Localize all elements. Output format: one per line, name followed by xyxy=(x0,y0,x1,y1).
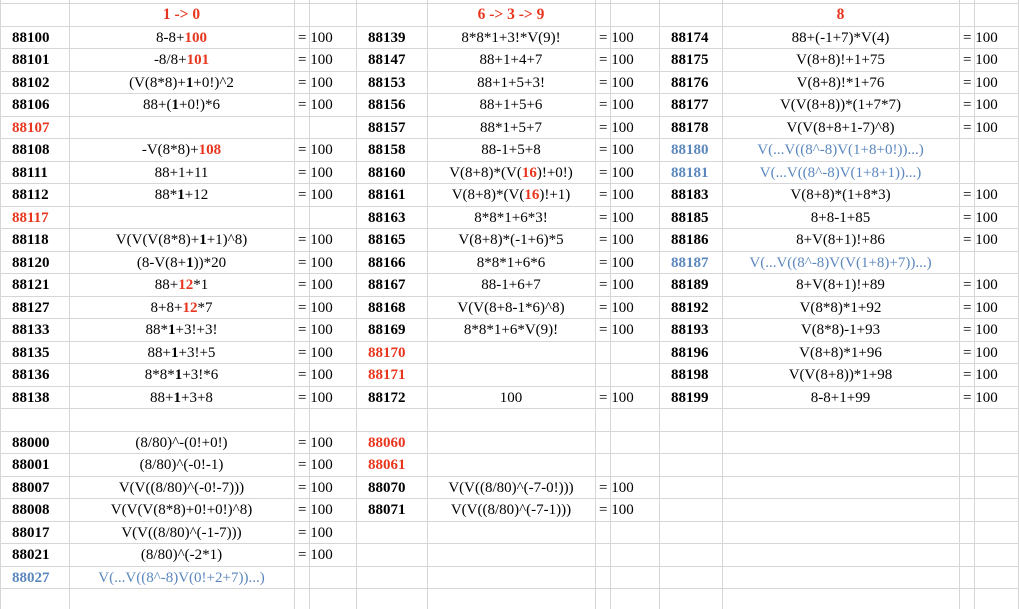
expression-text: )!+1) xyxy=(539,187,571,203)
highlight-digits: 100 xyxy=(184,30,207,46)
number-cell[interactable]: 88166 xyxy=(368,255,406,271)
result-cell[interactable]: = 100 xyxy=(298,75,333,91)
expression-cell[interactable] xyxy=(722,162,959,184)
result-cell[interactable]: = 100 xyxy=(298,525,333,541)
number-cell[interactable]: 88147 xyxy=(368,52,406,68)
number-cell[interactable]: 88017 xyxy=(12,525,50,541)
number-cell[interactable]: 88170 xyxy=(368,345,406,361)
expression-text: V(V(8+8+1-7)^8) xyxy=(786,120,895,136)
result-cell[interactable]: = 100 xyxy=(963,120,998,136)
expression-text: +3!+5 xyxy=(178,345,216,361)
expression-text: 88+1+4+7 xyxy=(479,52,543,68)
expression-text: V(V((8/80)^(-7-0!))) xyxy=(448,480,574,496)
expression-cell[interactable] xyxy=(427,49,595,71)
expression-text: 88+(-1+7)*V(4) xyxy=(791,30,890,46)
expression-text: +1)^8) xyxy=(206,232,248,248)
number-cell[interactable]: 88071 xyxy=(368,502,406,518)
number-cell[interactable]: 88160 xyxy=(368,165,406,181)
expression-text: V(...V((8^-8)V(0!+2+7))...) xyxy=(98,570,265,586)
number-cell[interactable]: 88193 xyxy=(671,322,709,338)
expression-cell[interactable] xyxy=(69,139,294,161)
expression-cell[interactable] xyxy=(69,342,294,364)
expression-cell[interactable] xyxy=(69,27,294,49)
expression-text: V(V((8/80)^(-0!-7))) xyxy=(118,480,245,496)
expression-cell[interactable] xyxy=(427,387,595,409)
expression-text: V(V(8+8))*(1+7*7) xyxy=(779,97,902,113)
number-cell[interactable]: 88158 xyxy=(368,142,406,158)
expression-cell[interactable] xyxy=(69,522,294,544)
expression-text: 88+ xyxy=(150,390,174,406)
number-cell[interactable]: 88106 xyxy=(12,97,50,113)
highlight-digits: 16 xyxy=(524,187,540,203)
number-cell[interactable]: 88167 xyxy=(368,277,406,293)
expression-cell[interactable] xyxy=(69,477,294,499)
highlight-digits: 12 xyxy=(182,300,198,316)
expression-text: (8-V(8+ xyxy=(136,255,187,271)
result-cell[interactable]: = 100 xyxy=(298,30,333,46)
expression-text: 88+ xyxy=(147,345,172,361)
result-cell[interactable]: = 100 xyxy=(599,142,634,158)
highlight-digits: 108 xyxy=(198,142,222,158)
expression-cell[interactable] xyxy=(722,72,959,94)
expression-text: 8*8*1+6*3! xyxy=(474,210,548,226)
number-cell[interactable]: 88172 xyxy=(368,390,406,406)
highlight-digits: 101 xyxy=(186,52,210,68)
result-cell[interactable]: = 100 xyxy=(599,255,634,271)
expression-text: V(...V((8^-8)V(1+8+1))...) xyxy=(759,165,922,181)
result-cell[interactable]: = 100 xyxy=(599,322,634,338)
result-cell[interactable]: = 100 xyxy=(599,187,634,203)
number-cell[interactable]: 88174 xyxy=(671,30,709,46)
result-cell[interactable]: = 100 xyxy=(298,547,333,563)
expression-text: (8/80)^-(0!+0!) xyxy=(135,435,228,451)
result-cell[interactable]: = 100 xyxy=(963,345,998,361)
result-cell[interactable]: = 100 xyxy=(599,480,634,496)
expression-text: )!+0!) xyxy=(536,165,573,181)
number-cell[interactable]: 88117 xyxy=(12,210,49,226)
expression-text: 8*8* xyxy=(144,367,175,383)
expression-cell[interactable] xyxy=(69,94,294,116)
result-cell[interactable]: = 100 xyxy=(298,277,333,293)
expression-cell[interactable] xyxy=(427,297,595,319)
number-cell[interactable]: 88181 xyxy=(671,165,709,181)
expression-cell[interactable] xyxy=(427,184,595,206)
result-cell[interactable]: = 100 xyxy=(599,300,634,316)
grid-row-line xyxy=(0,3,1019,4)
expression-cell[interactable] xyxy=(722,274,959,296)
expression-cell[interactable] xyxy=(69,432,294,454)
result-cell[interactable]: = 100 xyxy=(298,390,333,406)
number-cell[interactable]: 88133 xyxy=(12,322,50,338)
expression-cell[interactable] xyxy=(69,117,294,139)
expression-text: V(8*8)-1+93 xyxy=(800,322,881,338)
expression-text: (V(8*8)+ xyxy=(129,75,186,91)
expression-text: 8-8+1+99 xyxy=(810,390,871,406)
result-cell[interactable]: = 100 xyxy=(599,277,634,293)
result-cell[interactable]: = 100 xyxy=(963,367,998,383)
result-cell[interactable]: = 100 xyxy=(963,187,998,203)
expression-text: 8*8*1+6*6 xyxy=(476,255,546,271)
number-cell[interactable]: 88171 xyxy=(368,367,406,383)
expression-text: V(V(V(8*8)+ xyxy=(115,232,200,248)
number-cell[interactable]: 88139 xyxy=(368,30,406,46)
result-cell[interactable] xyxy=(595,364,659,386)
expression-cell[interactable] xyxy=(722,252,959,274)
expression-cell[interactable] xyxy=(427,364,595,386)
result-cell[interactable]: = 100 xyxy=(963,30,998,46)
expression-text: 8+V(8+1)!+89 xyxy=(796,277,885,293)
expression-text: 8+8+ xyxy=(150,300,183,316)
expression-text: +3!*6 xyxy=(182,367,219,383)
number-cell[interactable]: 88163 xyxy=(368,210,406,226)
number-cell[interactable]: 88192 xyxy=(671,300,709,316)
expression-cell[interactable] xyxy=(427,162,595,184)
expression-cell[interactable] xyxy=(69,162,294,184)
expression-cell[interactable] xyxy=(427,477,595,499)
expression-text: V(V(V(8*8)+0!+0!)^8) xyxy=(110,502,253,518)
expression-cell[interactable] xyxy=(722,229,959,251)
result-cell[interactable] xyxy=(959,162,1019,184)
number-cell[interactable]: 88169 xyxy=(368,322,406,338)
expression-cell[interactable] xyxy=(427,94,595,116)
number-cell[interactable]: 88118 xyxy=(12,232,49,248)
bold-digit: 1 xyxy=(173,390,182,406)
expression-cell[interactable] xyxy=(69,319,294,341)
expression-cell[interactable] xyxy=(722,49,959,71)
number-cell[interactable]: 88070 xyxy=(368,480,406,496)
expression-text: 8+V(8+1)!+86 xyxy=(796,232,885,248)
result-cell[interactable]: = 100 xyxy=(963,390,998,406)
number-cell[interactable]: 88157 xyxy=(368,120,406,136)
expression-text: *1 xyxy=(193,277,209,293)
number-cell[interactable]: 88180 xyxy=(671,142,709,158)
expression-text: 88+1+5+3! xyxy=(477,75,545,91)
result-cell[interactable]: = 100 xyxy=(298,435,333,451)
expression-text: +3+8 xyxy=(181,390,213,406)
expression-cell[interactable] xyxy=(69,544,294,566)
expression-cell[interactable] xyxy=(722,387,959,409)
number-cell[interactable]: 88185 xyxy=(671,210,709,226)
expression-text: +12 xyxy=(184,187,209,203)
expression-text: V(V(8+8))*1+98 xyxy=(788,367,893,383)
result-cell[interactable]: = 100 xyxy=(298,502,333,518)
result-cell[interactable]: = 100 xyxy=(298,345,333,361)
expression-cell[interactable] xyxy=(427,27,595,49)
bold-digit: 1 xyxy=(185,75,194,91)
expression-cell[interactable] xyxy=(722,117,959,139)
number-cell[interactable]: 88176 xyxy=(671,75,709,91)
number-cell[interactable]: 88161 xyxy=(368,187,406,203)
number-cell[interactable]: 88153 xyxy=(368,75,406,91)
expression-cell[interactable] xyxy=(722,207,959,229)
bold-digit: 1 xyxy=(171,97,179,113)
expression-text: 8*8*1+6*V(9)! xyxy=(463,322,559,338)
bold-digit: 1 xyxy=(177,187,185,203)
expression-text: V(8+8)*(1+8*3) xyxy=(790,187,891,203)
header-cell-1[interactable]: 1 -> 0 xyxy=(162,6,201,23)
highlight-digits: 12 xyxy=(178,277,194,293)
number-cell[interactable]: 88108 xyxy=(12,142,50,158)
expression-text: V(8+8)!*1+76 xyxy=(796,75,885,91)
expression-cell[interactable] xyxy=(427,319,595,341)
result-cell[interactable]: = 100 xyxy=(599,165,634,181)
header-cell-2[interactable]: 6 -> 3 -> 9 xyxy=(477,6,545,23)
number-cell[interactable]: 88136 xyxy=(12,367,50,383)
result-cell[interactable]: = 100 xyxy=(963,232,998,248)
expression-cell[interactable] xyxy=(722,27,959,49)
expression-cell[interactable] xyxy=(427,72,595,94)
expression-cell[interactable] xyxy=(69,229,294,251)
expression-cell[interactable] xyxy=(69,454,294,476)
result-cell[interactable]: = 100 xyxy=(298,255,333,271)
result-cell[interactable]: = 100 xyxy=(298,52,333,68)
expression-text: V(8+8)*1+96 xyxy=(799,345,882,361)
expression-text: 8*8*1+3!*V(9)! xyxy=(461,30,561,46)
result-cell[interactable] xyxy=(294,567,356,589)
number-cell[interactable]: 88007 xyxy=(12,480,50,496)
number-cell[interactable]: 88027 xyxy=(12,570,50,586)
number-cell[interactable]: 88000 xyxy=(12,435,50,451)
expression-cell[interactable] xyxy=(69,184,294,206)
expression-cell[interactable] xyxy=(722,184,959,206)
expression-text: 8-8+ xyxy=(156,30,185,46)
expression-text: 100 xyxy=(499,390,523,406)
number-cell[interactable]: 88100 xyxy=(12,30,50,46)
expression-text: V(8+8)*(V( xyxy=(449,165,522,181)
number-cell[interactable]: 88177 xyxy=(671,97,709,113)
expression-text: 88+1+11 xyxy=(154,165,209,181)
expression-text: 88* xyxy=(145,322,169,338)
bold-digit: 1 xyxy=(186,255,194,271)
expression-cell[interactable] xyxy=(427,139,595,161)
expression-text: 88+( xyxy=(143,97,172,113)
number-cell[interactable]: 88112 xyxy=(12,187,49,203)
result-cell[interactable]: = 100 xyxy=(599,232,634,248)
result-cell[interactable] xyxy=(959,252,1019,274)
expression-cell[interactable] xyxy=(69,72,294,94)
expression-text: 88+1+5+6 xyxy=(479,97,543,113)
result-cell[interactable]: = 100 xyxy=(298,232,333,248)
expression-cell[interactable] xyxy=(427,499,595,521)
expression-text: *7 xyxy=(197,300,213,316)
result-cell[interactable]: = 100 xyxy=(298,187,333,203)
number-cell[interactable]: 88186 xyxy=(671,232,709,248)
result-cell[interactable] xyxy=(595,342,659,364)
result-cell[interactable]: = 100 xyxy=(599,52,634,68)
number-cell[interactable]: 88165 xyxy=(368,232,406,248)
expression-cell[interactable] xyxy=(427,342,595,364)
number-cell[interactable]: 88196 xyxy=(671,345,709,361)
expression-cell[interactable] xyxy=(427,207,595,229)
expression-cell[interactable] xyxy=(722,139,959,161)
expression-text: V(8+8)!+1+75 xyxy=(796,52,885,68)
number-cell[interactable]: 88198 xyxy=(671,367,709,383)
bold-digit: 1 xyxy=(171,345,179,361)
number-cell[interactable]: 88127 xyxy=(12,300,50,316)
result-cell[interactable]: = 100 xyxy=(599,390,634,406)
result-cell[interactable]: = 100 xyxy=(963,52,998,68)
number-cell[interactable]: 88135 xyxy=(12,345,50,361)
expression-text: V(8*8)*1+92 xyxy=(799,300,882,316)
number-cell[interactable]: 88102 xyxy=(12,75,50,91)
result-cell[interactable] xyxy=(959,139,1019,161)
expression-cell[interactable] xyxy=(69,499,294,521)
expression-cell[interactable] xyxy=(427,229,595,251)
expression-text: V(...V((8^-8)V(1+8+0!))...) xyxy=(757,142,924,158)
expression-text: V(V((8/80)^(-1-7))) xyxy=(121,525,242,541)
expression-cell[interactable] xyxy=(69,387,294,409)
number-cell[interactable]: 88175 xyxy=(671,52,709,68)
header-cell-3[interactable]: 8 xyxy=(836,6,845,23)
number-cell[interactable]: 88168 xyxy=(368,300,406,316)
result-cell[interactable] xyxy=(294,207,356,229)
expression-cell[interactable] xyxy=(69,49,294,71)
result-cell[interactable]: = 100 xyxy=(599,30,634,46)
expression-cell[interactable] xyxy=(427,117,595,139)
result-cell[interactable]: = 100 xyxy=(298,457,333,473)
result-cell[interactable]: = 100 xyxy=(298,165,333,181)
expression-text: +0!)^2 xyxy=(193,75,234,91)
expression-cell[interactable] xyxy=(69,207,294,229)
number-cell[interactable]: 88156 xyxy=(368,97,406,113)
expression-text: 88+ xyxy=(154,277,179,293)
number-cell[interactable]: 88178 xyxy=(671,120,709,136)
expression-cell[interactable] xyxy=(427,274,595,296)
number-cell[interactable]: 88061 xyxy=(368,457,406,473)
expression-text: V(V((8/80)^(-7-1))) xyxy=(450,502,572,518)
number-cell[interactable]: 88183 xyxy=(671,187,709,203)
number-cell[interactable]: 88008 xyxy=(12,502,50,518)
number-cell[interactable]: 88107 xyxy=(12,120,50,136)
expression-cell[interactable] xyxy=(722,319,959,341)
expression-cell[interactable] xyxy=(69,252,294,274)
bold-digit: 1 xyxy=(168,322,176,338)
expression-text: -8/8+ xyxy=(153,52,187,68)
expression-cell[interactable] xyxy=(69,567,294,589)
result-cell[interactable]: = 100 xyxy=(963,300,998,316)
expression-text: V(...V((8^-8)V(V(1+8)+7))...) xyxy=(749,255,932,271)
expression-cell[interactable] xyxy=(722,364,959,386)
result-cell[interactable]: = 100 xyxy=(599,210,634,226)
expression-text: (8/80)^(-2*1) xyxy=(140,547,223,563)
result-cell[interactable]: = 100 xyxy=(298,367,333,383)
result-cell[interactable] xyxy=(595,432,659,454)
result-cell[interactable]: = 100 xyxy=(298,300,333,316)
result-cell[interactable]: = 100 xyxy=(298,142,333,158)
result-cell[interactable]: = 100 xyxy=(963,97,998,113)
result-cell[interactable]: = 100 xyxy=(963,322,998,338)
result-cell[interactable] xyxy=(294,117,356,139)
result-cell[interactable]: = 100 xyxy=(298,97,333,113)
expression-text: ))*20 xyxy=(193,255,227,271)
number-cell[interactable]: 88187 xyxy=(671,255,709,271)
result-cell[interactable]: = 100 xyxy=(599,502,634,518)
result-cell[interactable]: = 100 xyxy=(298,480,333,496)
expression-cell[interactable] xyxy=(722,342,959,364)
result-cell[interactable] xyxy=(595,454,659,476)
expression-text: 88-1+5+8 xyxy=(481,142,541,158)
result-cell[interactable]: = 100 xyxy=(599,120,634,136)
expression-text: -V(8*8)+ xyxy=(141,142,199,158)
expression-text: +0!)*6 xyxy=(179,97,220,113)
number-cell[interactable]: 88199 xyxy=(671,390,709,406)
number-cell[interactable]: 88101 xyxy=(12,52,50,68)
result-cell[interactable]: = 100 xyxy=(298,322,333,338)
expression-text: V(V(8+8-1*6)^8) xyxy=(457,300,565,316)
expression-cell[interactable] xyxy=(427,252,595,274)
result-cell[interactable]: = 100 xyxy=(963,75,998,91)
number-cell[interactable]: 88001 xyxy=(12,457,50,473)
bold-digit: 1 xyxy=(199,232,207,248)
bold-digit: 1 xyxy=(174,367,183,383)
expression-text: V(8+8)*(-1+6)*5 xyxy=(458,232,564,248)
number-cell[interactable]: 88021 xyxy=(12,547,50,563)
number-cell[interactable]: 88189 xyxy=(671,277,709,293)
expression-text: V(8+8)*(V( xyxy=(451,187,525,203)
expression-text: (8/80)^(-0!-1) xyxy=(139,457,224,473)
number-cell[interactable]: 88121 xyxy=(12,277,50,293)
number-cell[interactable]: 88060 xyxy=(368,435,406,451)
result-cell[interactable]: = 100 xyxy=(599,75,634,91)
expression-cell[interactable] xyxy=(69,297,294,319)
expression-text: 88-1+6+7 xyxy=(481,277,541,293)
expression-cell[interactable] xyxy=(427,432,595,454)
expression-text: +3!+3! xyxy=(175,322,218,338)
result-cell[interactable]: = 100 xyxy=(599,97,634,113)
expression-cell[interactable] xyxy=(722,94,959,116)
expression-cell[interactable] xyxy=(427,454,595,476)
expression-text: 8+8-1+85 xyxy=(810,210,871,226)
expression-text: 88* xyxy=(154,187,178,203)
number-cell[interactable]: 88120 xyxy=(12,255,50,271)
highlight-digits: 16 xyxy=(521,165,537,181)
expression-cell[interactable] xyxy=(69,364,294,386)
expression-cell[interactable] xyxy=(69,274,294,296)
expression-text: 88*1+5+7 xyxy=(480,120,542,136)
number-cell[interactable]: 88111 xyxy=(12,165,48,181)
expression-cell[interactable] xyxy=(722,297,959,319)
number-cell[interactable]: 88138 xyxy=(12,390,50,406)
result-cell[interactable]: = 100 xyxy=(963,210,998,226)
result-cell[interactable]: = 100 xyxy=(963,277,998,293)
